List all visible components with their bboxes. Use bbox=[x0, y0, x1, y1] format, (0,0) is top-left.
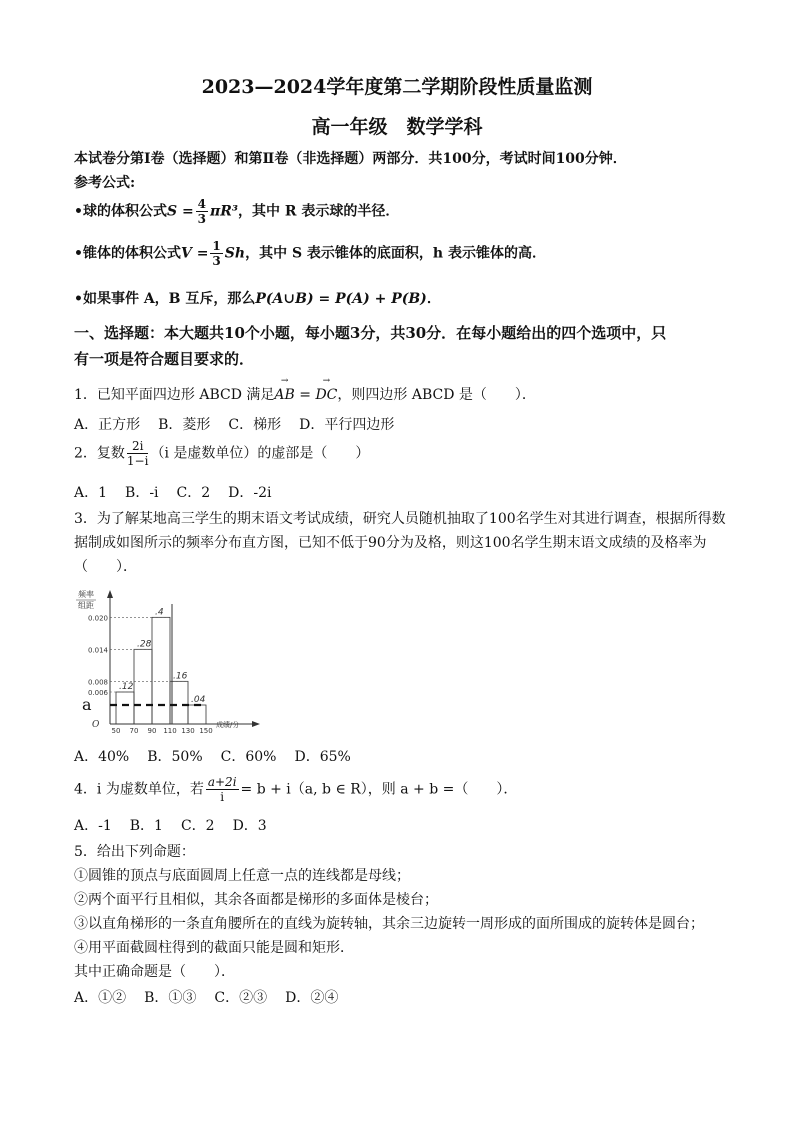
option-b: B．-i bbox=[125, 485, 159, 501]
x-axis-label: 成绩/分 bbox=[216, 721, 240, 729]
proposition-4: ④用平面截圆柱得到的截面只能是圆和矩形． bbox=[74, 940, 354, 956]
section-heading-line2: 有一项是符合题目要求的． bbox=[74, 350, 255, 368]
question-3-line3: （ ）． bbox=[74, 559, 137, 575]
x-tick-label: 110 bbox=[163, 727, 177, 735]
option-a: A．正方形 bbox=[74, 417, 141, 433]
option-b: B．菱形 bbox=[158, 417, 211, 433]
fraction: $\frac{2i}{1-i}$ bbox=[126, 439, 149, 468]
handwritten-label: .16 bbox=[173, 671, 188, 682]
y-axis-arrow bbox=[107, 590, 113, 598]
x-tick-label: 130 bbox=[181, 727, 195, 735]
histogram-bar bbox=[134, 649, 152, 724]
option-c: C．2 bbox=[176, 485, 211, 501]
a-label: a bbox=[82, 695, 92, 714]
x-tick-label: 150 bbox=[199, 727, 213, 735]
option-c: C．梯形 bbox=[228, 417, 282, 433]
question-3-line2: 据制成如图所示的频率分布直方图，已知不低于90分为及格，则这100名学生期末语文成绩的及格率为 bbox=[74, 535, 707, 551]
histogram-bar bbox=[188, 705, 206, 724]
proposition-1: ①圆锥的顶点与底面圆周上任意一点的连线都是母线； bbox=[74, 868, 410, 884]
x-axis-arrow bbox=[252, 721, 260, 727]
option-a: A．-1 bbox=[74, 818, 112, 834]
formula-cone-volume: •锥体的体积公式V = $\frac{1}{3}$ Sh，其中 S 表示锥体的底面积，h 表示锥体的高． bbox=[74, 239, 546, 268]
handwritten-label: .04 bbox=[191, 695, 206, 705]
option-d: D．②④ bbox=[285, 990, 339, 1006]
question-3-options bbox=[74, 746, 369, 766]
question-4: 4．i 为虚数单位，若 $\frac{a+2i}{i}$ = b + i（a, b ∈ R），则 a + b =（ ）． bbox=[74, 775, 518, 804]
vector-ab: → AB bbox=[274, 387, 294, 403]
reference-formulas-heading: 参考公式: bbox=[74, 175, 136, 191]
option-d: D．-2i bbox=[228, 485, 272, 501]
option-a: A．①② bbox=[74, 990, 127, 1006]
option-b: B．1 bbox=[129, 818, 163, 834]
y-tick-label: 0.014 bbox=[87, 646, 108, 655]
y-tick-label: 0.020 bbox=[87, 614, 108, 623]
exam-subtitle: 高一年级 数学学科 bbox=[311, 116, 483, 138]
y-tick-label: 0.008 bbox=[87, 678, 108, 687]
option-a: A．1 bbox=[74, 485, 108, 501]
frequency-histogram bbox=[72, 586, 262, 736]
proposition-3: ③以直角梯形的一条直角腰所在的直线为旋转轴，其余三边旋转一周形成的面所围成的旋转体是圆台； bbox=[74, 916, 704, 932]
origin-label: O bbox=[92, 720, 100, 730]
fraction: $\frac{1}{3}$ bbox=[212, 239, 221, 268]
option-c: C．②③ bbox=[214, 990, 268, 1006]
histogram-bar bbox=[152, 617, 170, 724]
section-heading-line1: 一、选择题：本大题共10个小题，每小题3分，共30分．在每小题给出的四个选项中，只 bbox=[74, 324, 667, 342]
fraction: $\frac{4}{3}$ bbox=[197, 197, 207, 226]
question-1: 1．已知平面四边形 ABCD 满足→ AB = → DC，则四边形 ABCD 是（ ）． bbox=[74, 384, 536, 404]
x-tick-label: 90 bbox=[147, 727, 157, 735]
option-d: D．65% bbox=[294, 749, 351, 765]
option-c: C．2 bbox=[180, 818, 215, 834]
handwritten-label: .12 bbox=[119, 682, 134, 692]
y-axis-label-top: 频率 bbox=[78, 590, 94, 599]
y-axis-label-bottom: 组距 bbox=[78, 601, 94, 610]
question-3-line1: 3．为了解某地高三学生的期末语文考试成绩，研究人员随机抽取了100名学生对其进行调查，根据所得数 bbox=[74, 511, 726, 527]
option-d: D．平行四边形 bbox=[299, 417, 395, 433]
question-5-ask: 其中正确命题是（ ）． bbox=[74, 964, 235, 980]
option-b: B．①③ bbox=[144, 990, 197, 1006]
option-a: A．40% bbox=[74, 749, 130, 765]
formula-sphere-volume: •球的体积公式S = $\frac{4}{3}$ πR³，其中 R 表示球的半径． bbox=[74, 197, 400, 226]
option-c: C．60% bbox=[220, 749, 277, 765]
histogram-bar bbox=[116, 692, 134, 724]
vector-dc: → DC bbox=[315, 387, 337, 403]
question-2: 2．复数 $\frac{2i}{1-i}$ （i 是虚数单位）的虚部是（ ） bbox=[74, 439, 370, 468]
y-tick-label: 0.006 bbox=[87, 689, 108, 697]
handwritten-label: .4 bbox=[155, 607, 164, 618]
option-b: B．50% bbox=[147, 749, 203, 765]
question-5-intro: 5．给出下列命题： bbox=[74, 844, 195, 860]
proposition-2: ②两个面平行且相似，其余各面都是梯形的多面体是棱台； bbox=[74, 892, 438, 908]
question-2-options bbox=[74, 482, 290, 502]
formula-exclusive-events: •如果事件 A，B 互斥，那么P(A∪B) = P(A) + P(B)． bbox=[74, 291, 441, 307]
question-4-options bbox=[74, 815, 285, 835]
exam-title: 2023—2024学年度第二学期阶段性质量监测 bbox=[201, 76, 593, 98]
x-tick-label: 70 bbox=[129, 727, 139, 735]
question-1-options bbox=[74, 414, 412, 434]
handwritten-label: .28 bbox=[137, 639, 152, 650]
question-5-options bbox=[74, 987, 356, 1007]
option-d: D．3 bbox=[232, 818, 267, 834]
intro-line: 本试卷分第Ⅰ卷（选择题）和第Ⅱ卷（非选择题）两部分．共100分，考试时间100分钟． bbox=[74, 151, 627, 167]
x-tick-label: 50 bbox=[111, 727, 121, 735]
histogram-bar bbox=[170, 681, 188, 724]
fraction: $\frac{a+2i}{i}$ bbox=[207, 775, 237, 804]
